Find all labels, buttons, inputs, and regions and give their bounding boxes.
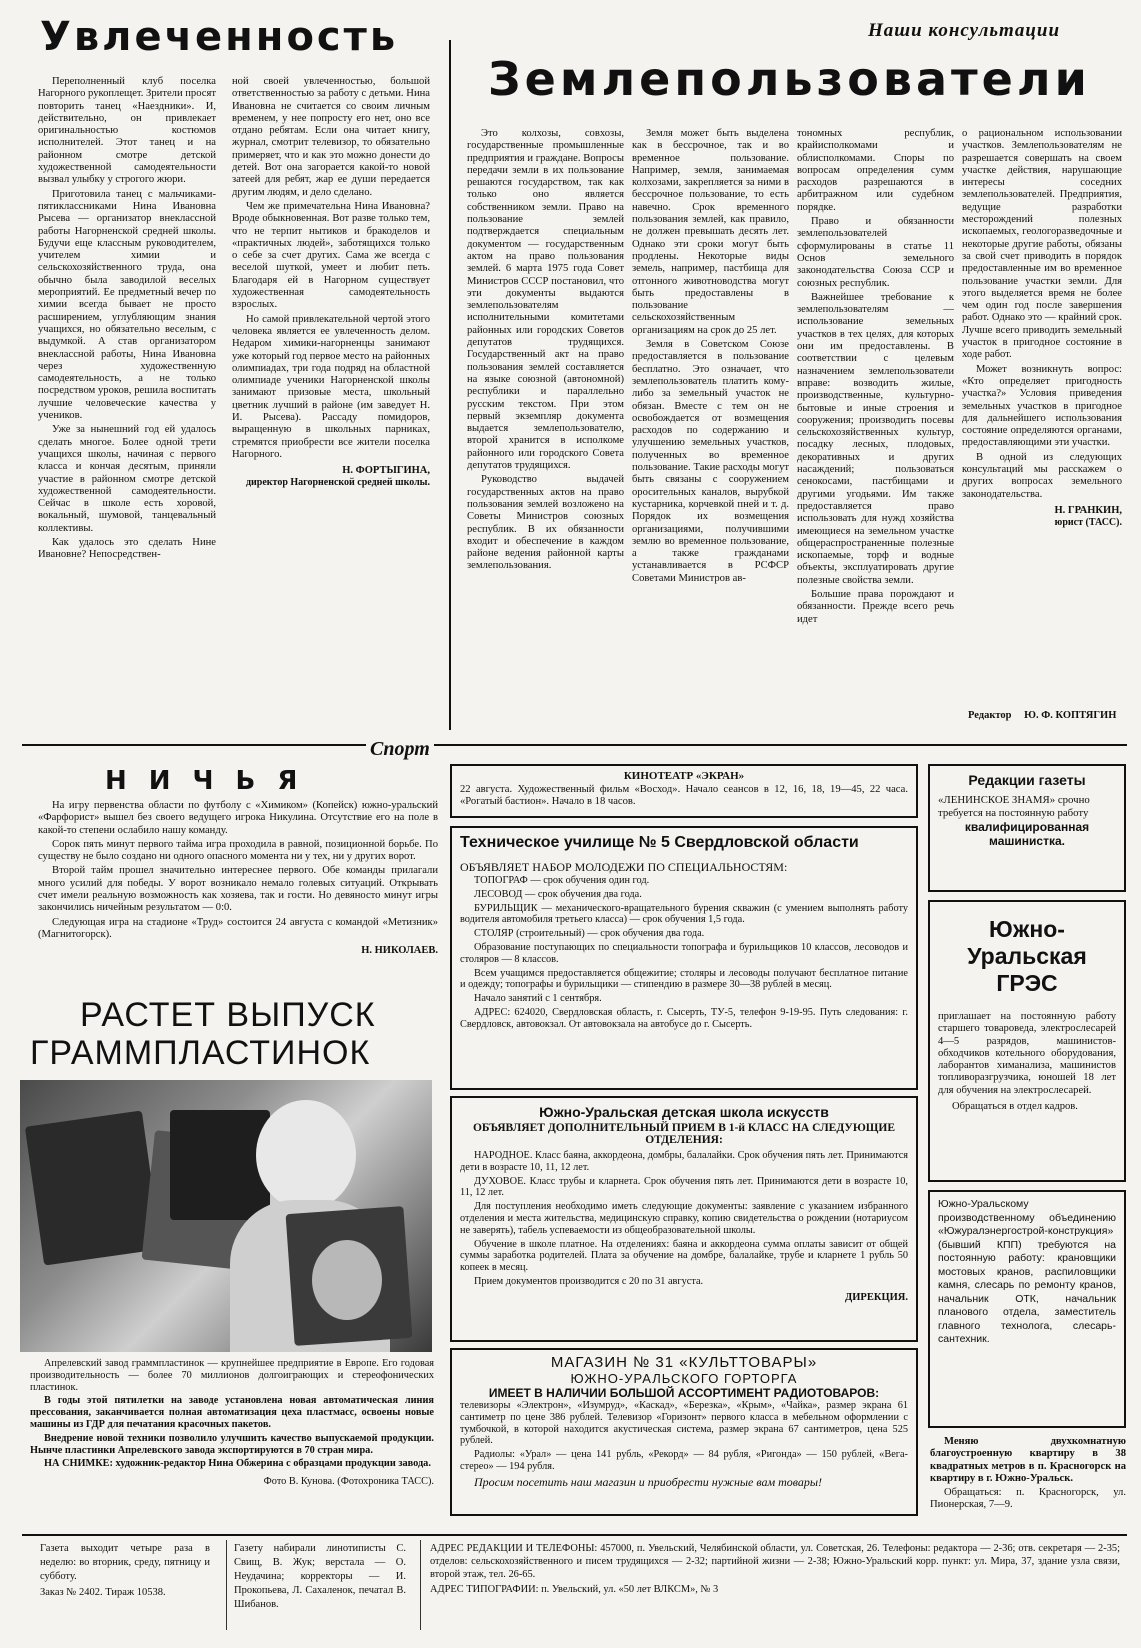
photo-credit: Фото В. Кунова. (Фотохроника ТАСС). <box>263 1476 434 1488</box>
editor-line <box>968 710 1123 721</box>
footer-typesetters: Газету набирали линотиписты С. Свищ, В. Жук; верстала — О. Неудачина; корректоры — И. Прокопьева, Л. Сахаленок, печатал В. Шибанов. <box>234 1543 406 1610</box>
article-records-body: Апрелевский завод граммпластинок — крупнейшее предприятие в Европе. Его годовая производительность — более 70 миллионов долгоиграющих и стереофонических пластинок. В годы этой пятилетки на заводе установлена новая автоматическая линия прессования, заканчивается полная автоматизация цеха пластмасс, освоены новые машины из ГДР для печатания красочных пакетов. Внедрение новой техники позволило улучшить качество выпускаемой продукции. Нынче пластинки Апрелевского завода экспортируются в 70 стран мира. НА СНИМКЕ: художник-редактор Нина Обжерина с образцами продукции завода. Фото В. Кунова. (Фотохроника ТАСС). <box>30 1358 434 1488</box>
ad-cinema <box>450 764 918 818</box>
divider <box>420 1540 421 1630</box>
gres-contact: Обращаться в отдел кадров. <box>952 1101 1078 1113</box>
shop-closing: Просим посетить наш магазин и приобрести нужные вам товары! <box>474 1474 823 1489</box>
divider <box>22 744 1127 746</box>
article-title-records-line1: РАСТЕТ ВЫПУСК <box>80 996 376 1034</box>
shop-title: МАГАЗИН № 31 «КУЛЬТТОВАРЫ» <box>550 1354 818 1371</box>
article-zemle-col2: Земля может быть выделена как в бессрочное, так и во временное пользование. Например, земля, занимаемая колхозами, закрепляется за ними в бессрочное пользование, то есть навечно. Срок временного пользования землей, как правило, не должен превышать десять лет. Однако эти сроки могут быть продлены. Некоторые виды земель, например, пастбища для отгонного животноводства могут быть предоставлены в пользование сельскохозяйственным организациям на срок до 25 лет. Земля в Советском Союзе предоставляется в пользование бесплатно. Это означает, что землепользователь платить кому-либо за земельный участок не обязан. Вместе с тем он не освобождается от возмещения расходов по содержанию и улучшению земельных участков, полученных во временное пользование. Такие расходы могут быть связаны с сооружением оросительных каналов, вырубкой кустарника, корчевкой пней и т. д. Порядок их возмещения организациями, получившими землю во временное пользование, а также гражданами устанавливается в РСФСР Советами Министров ав- <box>632 128 789 584</box>
ad-shop-kulttovary <box>450 1348 918 1516</box>
author-role: директор Нагорненской средней школы. <box>245 477 430 489</box>
article-title-nichya: НИЧЬЯ <box>105 766 320 796</box>
article-title-zemlepolzovateli: Землепользователи <box>488 52 1091 106</box>
divider <box>449 40 451 730</box>
gres-title: Южно-Уральская ГРЭС <box>967 916 1087 996</box>
woman-figure <box>312 1240 382 1320</box>
gres-text: приглашает на постоянную работу старшего товароведа, электрослесарей 4—5 разрядов, машинистов-обходчиков котельного оборудования, лаборантов химанализа, машинистов топливоразгрузчика, юношей 18 лет для обучения на электрослесарей. <box>938 1011 1116 1096</box>
editor-label: Редактор <box>968 710 1012 721</box>
article-uvlechennost-col2: ной своей увлеченностью, большой ответственностью за работу с детьми. Нина Ивановна не считается со своим личным временем, у нее попросту его нет, оно все отдано ребятам. Если она читает книгу, журнал, смотрит телевизор, то обязательно примеряет, что и как это можно донести до детей. Вот она загорается какой-то новой затеей для ребят, жар ее души передается другим людям, и дело сделано. Чем же примечательна Нина Ивановна? Вроде обыкновенная. Вот разве только тем, что не терпит нытиков и бракоделов и «практичных людей», заботящихся только о себе за счет других. Сама же всегда с веселой шуткой, умеет и любит петь. Благодаря ей в Нагорном существует художественная самодеятельность взрослых. Но самой привлекательной чертой этого человека является ее увлеченность делом. Недаром химики-нагорненцы занимают уже который год первое место на районных олимпиадах, три года подряд на областной олимпиаде ученики Нагорненской школы занимают призовые места, школьный цветник лучший в районе (им заведует Н. И. Рысева). Рассаду помидоров, выращенную в школьных парниках, стремятся приобрести все жители поселка Нагорного. Н. ФОРТЫГИНА, директор Нагорненской средней школы. <box>232 76 430 489</box>
author-signature: Н. ФОРТЫГИНА, <box>342 465 430 477</box>
record-sleeve <box>170 1110 270 1220</box>
newspaper-ad-text: «ЛЕНИНСКОЕ ЗНАМЯ» срочно требуется на постоянную работу <box>938 794 1090 819</box>
article-zemle-col4: о рациональном использовании участков. Землепользователям не разрешается совершать на своем участке действия, нарушающие интересы соседних землепользователей. Предприятия, ведущие разработки месторождений полезных ископаемых, геологоразведочные и некоторые другие работы, обязаны за свой счет приводить в порядок предоставленные им во временное пользование участки земли. Для этого выделяется время не более чем один год после завершения работ. Однако это — крайний срок. Лучше всего приводить земельный участок в пригодное состояние в ходе работ. Может возникнуть вопрос: «Кто определяет пригодность участка?» Условия приведения земельных участков в пригодное для дальнейшего использования состояние определяются органами, предоставляющими эти участки. В одной из следующих консультаций мы расскажем о других вопросах земельного законодательства. Н. ГРАНКИН, юрист (ТАСС). <box>962 128 1122 528</box>
school5-title: Техническое училище № 5 Свердловской области <box>460 834 859 851</box>
ad-apartment-exchange: Меняю двухкомнатную благоустроенную квартиру в 38 квадратных метров в п. Красногорск на квартиру в г. Южно-Уральск. Обращаться: п. Красногорск, ул. Пионерская, 7—9. <box>930 1436 1126 1511</box>
ad-newspaper-vacancy <box>928 764 1126 892</box>
footer-address: АДРЕС РЕДАКЦИИ И ТЕЛЕФОНЫ: 457000, п. Увельский, Челябинской области, ул. Советская, 26. Телефоны: редактора — 2-36; отв. секретаря — 2-35; отделов: сельскохозяйственного и писем трудящихся — 2-32; партийной жизни — 2-38; Южно-Уральский корр. пункт: ул. Мира, 37, здание узла связи, второй этаж, тел. 26-65. АДРЕС ТИПОГРАФИИ: п. Увельский, ул. «50 лет ВЛКСМ», № 3 <box>430 1543 1120 1595</box>
author-signature: Н. НИКОЛАЕВ. <box>361 945 438 957</box>
footer-publication-info: Газета выходит четыре раза в неделю: во вторник, среду, пятницу и субботу. Заказ № 2402. Тираж 10538. <box>40 1543 210 1598</box>
school5-subtitle: ОБЪЯВЛЯЕТ НАБОР МОЛОДЕЖИ ПО СПЕЦИАЛЬНОСТЯМ: <box>460 860 788 874</box>
ad-gres <box>928 900 1126 1182</box>
article-title-records-line2: ГРАММПЛАСТИНОК <box>30 1034 371 1072</box>
rubric-consultations: Наши консультации <box>868 20 1061 41</box>
divider <box>22 1534 1127 1536</box>
article-zemle-col1: Это колхозы, совхозы, государственные промышленные предприятия и граждане. Вопросы передачи земли в их пользование решаются государством, так как только оно является собственником земли. Право на пользование землей подтверждается специальным документом — государственным актом на право пользования землей. 6 марта 1975 года Совет Министров СССР постановил, что эти документы выдаются землепользователям исполнительными комитетами районных или городских Советов депутатов трудящихся. Государственный акт на право пользования землей составляется на языке союзной (автономной) республики и параллельно русским текстом. При этом первый экземпляр документа выдается землепользователю, второй хранится в исполкоме районного или городского Совета депутатов трудящихся. Руководство выдачей государственных актов на право пользования землей возложено на Советы Министров союзных республик. В их обязанности входит и обеспечение в каждом районе ведения районной карты землепользования. <box>467 128 624 572</box>
artschool-body: НАРОДНОЕ. Класс баяна, аккордеона, домбры, балалайки. Срок обучения пять лет. Принимаются дети в возрасте 10, 11, 12 лет. ДУХОВОЕ. Класс трубы и кларнета. Срок обучения пять лет. Принимаются дети в возрасте 10, 11, 12 лет. Для поступления необходимо иметь следующие документы: заявление с указанием избранного отделения и места жительства, медицинскую справку, копию свидетельства о рождении (нотариусом не заверять), табель успеваемости из общеобразовательной школы. Обучение в школе платное. На отделениях: баяна и аккордеона сумма оплаты зависит от общей суммы заработка родителей. Плата за обучение на домбре, балалайке, трубе и кларнете 1 рубль 50 копеек в месяц. Прием документов производится с 20 по 31 августа. <box>460 1150 908 1287</box>
artschool-title: Южно-Уральская детская школа искусств <box>539 1104 829 1120</box>
record-sleeve <box>25 1110 161 1265</box>
cinema-text: 22 августа. Художественный фильм «Восход». Начало сеансов в 12, 16, 18, 19—45, 22 часа. «Рогатый бастион». Начало в 18 часов. <box>460 784 908 808</box>
shop-head: ИМЕЕТ В НАЛИЧИИ БОЛЬШОЙ АССОРТИМЕНТ РАДИОТОВАРОВ: <box>488 1386 880 1400</box>
ad-art-school <box>450 1096 918 1342</box>
cinema-title: КИНОТЕАТР «ЭКРАН» <box>623 770 745 782</box>
artschool-signature: ДИРЕКЦИЯ. <box>845 1291 908 1303</box>
artschool-subtitle: ОБЪЯВЛЯЕТ ДОПОЛНИТЕЛЬНЫЙ ПРИЕМ В 1-й КЛАСС НА СЛЕДУЮЩИЕ ОТДЕЛЕНИЯ: <box>472 1122 896 1146</box>
author-role: юрист (ТАСС). <box>1054 516 1122 528</box>
divider <box>226 1540 227 1630</box>
newspaper-ad-title: Редакции газеты <box>968 772 1086 788</box>
article-title-uvlechennost: Увлеченность <box>40 14 399 60</box>
photo-records <box>20 1080 432 1352</box>
school5-body: ТОПОГРАФ — срок обучения один год. ЛЕСОВОД — срок обучения два года. БУРИЛЬЩИК — механического-вращательного бурения скважин (с умением выполнять работу водителя автомобиля третьего класса) — срок обучения 1,5 года. СТОЛЯР (строительный) — срок обучения два года. Образование поступающих по специальности топографа и бурильщиков 10 классов, лесоводов и столяров — 8 классов. Всем учащимся предоставляется общежитие; столяры и лесоводы получают бесплатное питание и одежду; топографы и бурильщики — стипендию в размере 30—38 рублей в месяц. Начало занятий с 1 сентября. АДРЕС: 624020, Свердловская область, г. Сысерть, ТУ-5, телефон 9-19-95. Путь следования: г. Свердловск, автовокзал. От автовокзала на автобусе до г. Сысерть. <box>460 875 908 1030</box>
author-signature: Н. ГРАНКИН, <box>1054 504 1122 516</box>
kpp-text: Южно-Уральскому производственному объединению «Южуралэнергострой-конструкция» (бывший КПП) требуются на постоянную работу: крановщики мостовых кранов, распиловщики камня, слесарь по ремонту кранов, начальник ОТК, начальник планового отдела, заместитель главного технолога, слесарь-сантехник. <box>938 1198 1116 1345</box>
shop-body: телевизоры «Электрон», «Изумруд», «Каскад», «Березка», «Крым», «Чайка», размер экрана 61 сантиметр по цене 386 рублей. Телевизор «Горизонт» первого класса в мебельном оформлении с тумбочкой, в которой находится акустическая система, размер экрана 67 сантиметров, цена 525 рублей. Радиолы: «Урал» — цена 141 рубль, «Рекорд» — 84 рубля, «Ригонда» — 150 рублей, «Вега-стерео» — 194 рубля. <box>460 1400 908 1472</box>
shop-subtitle: ЮЖНО-УРАЛЬСКОГО ГОРТОРГА <box>570 1371 798 1386</box>
ad-technical-school <box>450 826 918 1090</box>
article-nichya-body: На игру первенства области по футболу с «Химиком» (Копейск) южно-уральский «Фарфорист» вышел без своего ведущего игрока Никулина. Отсутствие его на поле в какой-то степени ослабило нашу команду. Сорок пять минут первого тайма игра проходила в равной, позиционной борьбе. По существу не было создано ни одного опасного момента ни у тех, ни у других ворот. Второй тайм прошел значительно интереснее первого. Обе команды прилагали много усилий для победы. У ворот возникало немало голевых ситуаций. Открывать счет имели реальную возможность как хозяева, так и гости. Но девяносто минут игры закончились ничейным результатом — 0:0. Следующая игра на стадионе «Труд» состоится 24 августа с командой «Метизник» (Магнитогорск). Н. НИКОЛАЕВ. <box>38 800 438 957</box>
woman-figure <box>256 1100 356 1210</box>
editor-name: Ю. Ф. КОПТЯГИН <box>1024 710 1117 721</box>
ad-kpp <box>928 1190 1126 1428</box>
newspaper-ad-bold: квалифицированная машинистка. <box>964 820 1090 848</box>
article-zemle-col3: тономных республик, крайисполкомами и облисполкомами. Споры по вопросам определения сумм расходов разрешаются в арбитражном или судебном порядке. Право и обязанности землепользователей сформулированы в статье 11 Основ земельного законодательства Союза ССР и союзных республик. Важнейшее требование к землепользователям — использование земельных участков в тех целях, для которых они им предоставлены. В соответствии с целевым назначением землепользователи вправе: возводить жилые, производственные, культурно-бытовые и иные строения и сооружения; производить посевы сельскохозяйственных культур, посадку лесных, плодовых, декоративных и других насаждений; пользоваться сенокосами, пастбищами и другими угодьями. Им также предоставляется право использовать для нужд хозяйства имеющиеся на земельном участке общераспространенные полезные ископаемые, торф и водные объекты, эксплуатировать другие полезные свойства земли. Большие права порождают и обязанности. Прежде всего речь идет <box>797 128 954 625</box>
article-uvlechennost-col1: Переполненный клуб поселка Нагорного рукоплещет. Зрители просят повторить танец «Наездники». И, действительно, он привлекает оригинальностью костюмов исполнителей. Этот танец и на районном смотре детской художественной самодеятельности вызвал улыбку у строгого жюри. Приготовила танец с мальчиками-пятиклассниками Нина Ивановна Рысева — организатор внеклассной работы Нагорненской средней школы. Будучи еще классным руководителем, учителем химии и сельскохозяйственного труда, она обычно была заводилой веселых мероприятий. Ее предметный вечер по химии всегда бывает не просто расширением, углубляющим знания учащихся, но обязательно веселым, с выдумкой. А став организатором внеклассной работы, Нина Ивановна через художественную самодеятельность, а не только посредством уроков, решила воспитать лучшие человеческие качества у учеников. Уже за нынешний год ей удалось сделать многое. Более одной трети учащихся школы, начиная с первого класса и кончая десятым, приняли участие в районном смотре детской художественной самодеятельности. Сейчас в школе есть хоровой, вокальный, шумовой, танцевальный коллективы. Как удалось это сделать Нине Ивановне? Непосредствен- <box>38 76 216 561</box>
rubric-sport: Спорт <box>366 738 434 761</box>
